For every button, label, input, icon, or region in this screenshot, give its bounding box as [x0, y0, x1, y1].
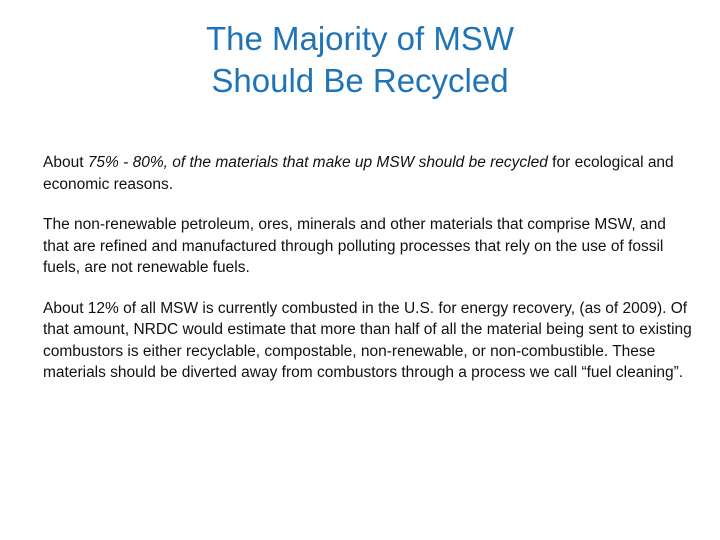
paragraph-recycling-share: [43, 152, 693, 195]
paragraph-tail: for ecological and economic reasons.: [43, 154, 674, 193]
paragraph-non-renewable: The non-renewable petroleum, ores, minerals and other materials that comprise MSW, and that are refined and manufactured through polluting processes that rely on the use of fossil fuels, are not renewable fuels.: [43, 216, 666, 276]
slide-title-line-1: The Majority of MSW: [205, 20, 515, 57]
slide-title-line-2: Should Be Recycled: [211, 62, 509, 99]
slide-title: [0, 18, 720, 102]
paragraph-emphasis: 75% - 80%, of the materials that make up MSW should be recycled: [87, 154, 548, 171]
paragraph-lead: About: [43, 154, 88, 171]
slide-body: [43, 152, 693, 403]
paragraph-combustion: About 12% of all MSW is currently combusted in the U.S. for energy recovery, (as of 2009). Of that amount, NRDC would estimate that more than half of all the material being sent to existing combustors is either recyclable, compostable, non-renewable, or non-combustible. These materials should be diverted away from combustors through a process we call “fuel cleaning”.: [43, 299, 692, 381]
